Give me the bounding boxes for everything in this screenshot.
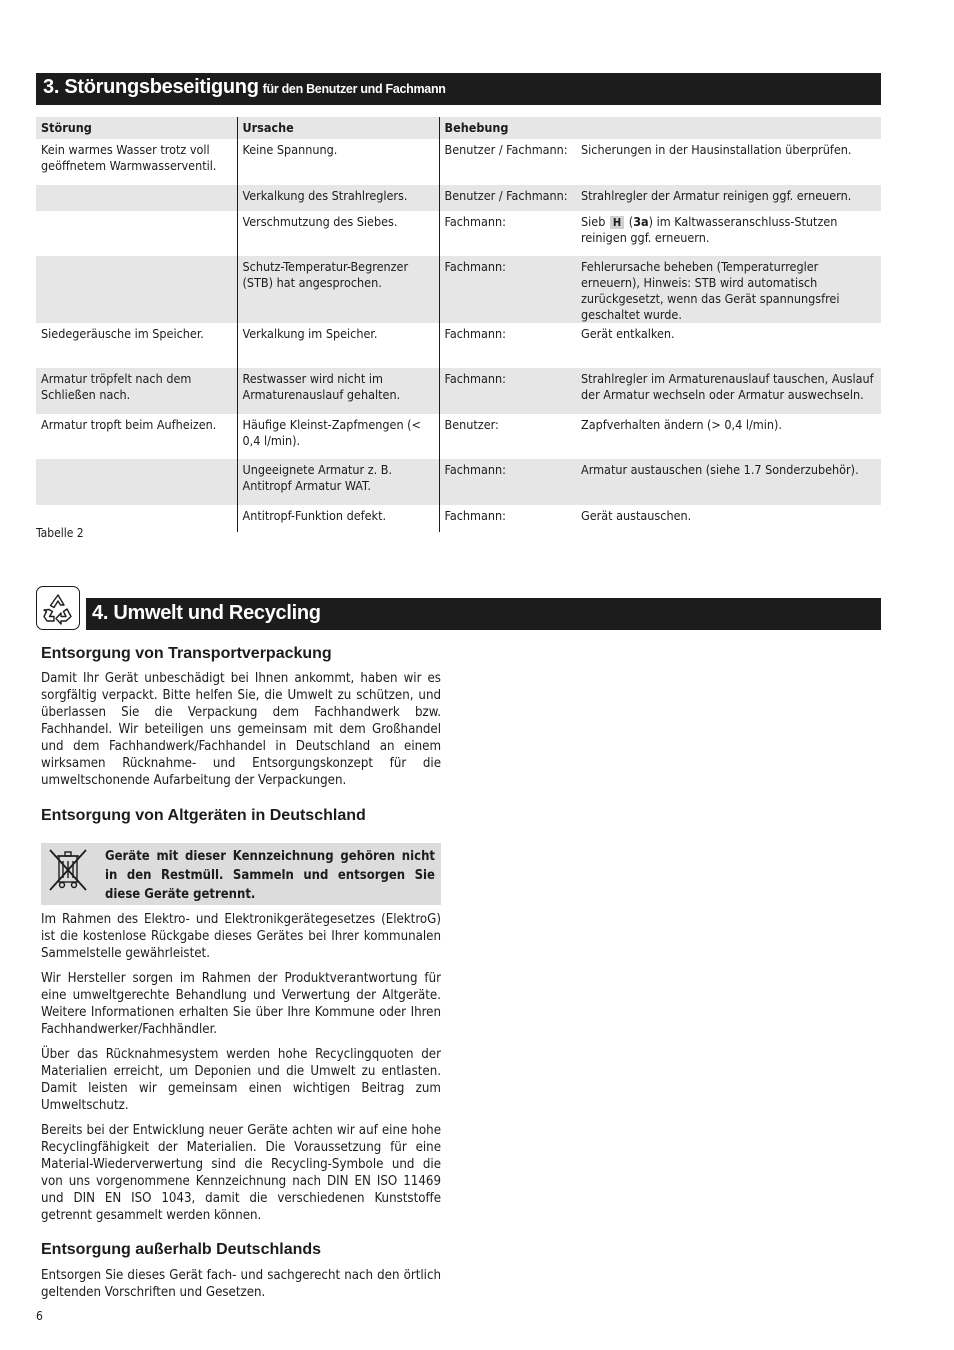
reference-box-h: H xyxy=(610,216,624,229)
cell-ursache: Keine Spannung. xyxy=(237,139,439,185)
cell-ursache: Verschmutzung des Siebes. xyxy=(237,211,439,256)
ausland-section xyxy=(41,1241,441,1301)
transport-section xyxy=(41,645,441,789)
table-row xyxy=(36,211,881,256)
cell-behebung: Sieb H (3a) im Kaltwasseranschluss-Stutzen reinigen ggf. erneuern. xyxy=(581,214,838,245)
cell-behebung: Strahlregler der Armatur reinigen ggf. erneuern. xyxy=(575,185,881,211)
altgeraete-heading-wrap xyxy=(41,807,441,825)
table-row xyxy=(36,256,881,323)
table-row xyxy=(36,139,881,185)
cell-stoerung: Armatur tröpfelt nach dem Schließen nach. xyxy=(36,368,237,414)
transport-heading: Entsorgung von Transportverpackung xyxy=(41,645,332,662)
crossed-bin-icon xyxy=(46,847,90,897)
altgeraete-paragraph: Im Rahmen des Elektro- und Elektronikgerätegesetzes (ElektroG) ist die kostenlose Rückgabe dieses Gerätes bei Ihrer kommunalen Sammelstelle gewährleistet. xyxy=(41,912,441,961)
cell-wer: Benutzer / Fachmann: xyxy=(439,139,575,185)
cell-wer: Benutzer: xyxy=(439,414,575,459)
cell-wer: Fachmann: xyxy=(439,211,575,256)
cell-ursache: Antitropf-Funktion defekt. xyxy=(237,505,439,532)
altgeraete-paragraph: Über das Rücknahmesystem werden hohe Recyclingquoten der Materialien erreicht, um Deponien und die Umwelt zu entlasten. Damit leisten wir gemeinsam einen wichtigen Beitrag zum Umweltschutz. xyxy=(41,1047,441,1113)
transport-text: Damit Ihr Gerät unbeschädigt bei Ihnen ankommt, haben wir es sorgfältig verpackt. Bitte helfen Sie, die Umwelt zu schützen, und überlassen Sie die Verpackung dem Fachhandwerk bzw. Fachhandel. Wir beteiligen uns gemeinsam mit dem Großhandel und dem Fachhandwerk/Fachhandel in Deutschland an einem wirksamen Rücknahme- und Entsorgungskonzept für die umweltschonende Aufarbeitung der Verpackungen. xyxy=(41,671,441,788)
fault-table xyxy=(36,117,881,532)
header-ursache: Ursache xyxy=(237,117,439,139)
cell-stoerung: Siedegeräusche im Speicher. xyxy=(41,326,204,341)
cell-behebung: Strahlregler im Armaturenauslauf tauschen, Auslauf der Armatur wechseln oder Armatur auswechseln. xyxy=(575,368,881,414)
cell-ursache: Verkalkung des Strahlreglers. xyxy=(237,185,439,211)
cell-wer: Fachmann: xyxy=(439,459,575,505)
reference-number: 3a xyxy=(633,214,649,229)
weee-notice xyxy=(41,843,441,905)
section-4-title: 4. Umwelt und Recycling xyxy=(92,602,321,624)
cell-behebung: Armatur austauschen (siehe 1.7 Sonderzubehör). xyxy=(575,459,881,505)
cell-ursache: Schutz-Temperatur-Begrenzer (STB) hat angesprochen. xyxy=(237,256,439,323)
recycling-icon xyxy=(36,586,80,630)
cell-stoerung: Armatur tropft beim Aufheizen. xyxy=(41,417,217,432)
cell-stoerung xyxy=(36,256,237,323)
cell-wer: Fachmann: xyxy=(439,505,575,532)
section-3-subtitle: für den Benutzer und Fachmann xyxy=(262,82,446,96)
cell-behebung: Sicherungen in der Hausinstallation überprüfen. xyxy=(581,142,852,157)
weee-notice-text: Geräte mit dieser Kennzeichnung gehören nicht in den Restmüll. Sammeln und entsorgen Sie diese Geräte getrennt. xyxy=(105,849,435,902)
cell-ursache: Verkalkung im Speicher. xyxy=(237,323,439,368)
table-header-row xyxy=(36,117,881,139)
cell-stoerung: Kein warmes Wasser trotz voll geöffnetem Warmwasserventil. xyxy=(41,142,217,173)
cell-wer: Benutzer / Fachmann: xyxy=(439,185,575,211)
altgeraete-paragraph: Wir Hersteller sorgen im Rahmen der Produktverantwortung für eine umweltgerechte Behandlung und Verwertung der Altgeräte. Weitere Informationen erhalten Sie über Ihre Kommune oder Ihren Fachhandwerker/Fachhändler. xyxy=(41,971,441,1037)
page-number: 6 xyxy=(36,1309,43,1323)
cell-ursache: Häufige Kleinst-Zapfmengen (< 0,4 l/min). xyxy=(237,414,439,459)
table-row xyxy=(36,368,881,414)
header-behebung: Behebung xyxy=(439,117,881,139)
cell-ursache: Ungeeignete Armatur z. B. Antitropf Armatur WAT. xyxy=(237,459,439,505)
table-row xyxy=(36,414,881,459)
cell-wer: Fachmann: xyxy=(439,368,575,414)
cell-behebung: Zapfverhalten ändern (> 0,4 l/min). xyxy=(581,417,782,432)
table-row xyxy=(36,185,881,211)
cell-stoerung xyxy=(36,185,237,211)
table-row xyxy=(36,505,881,532)
cell-wer: Fachmann: xyxy=(439,256,575,323)
header-stoerung: Störung xyxy=(36,117,237,139)
cell-behebung: Gerät austauschen. xyxy=(581,508,692,523)
cell-wer: Fachmann: xyxy=(439,323,575,368)
cell-stoerung xyxy=(36,459,237,505)
ausland-heading: Entsorgung außerhalb Deutschlands xyxy=(41,1241,322,1258)
ausland-text: Entsorgen Sie dieses Gerät fach- und sachgerecht nach den örtlich geltenden Vorschriften und Gesetzen. xyxy=(41,1268,441,1300)
section-3-title: 3. Störungsbeseitigung für den Benutzer und Fachmann xyxy=(43,76,446,98)
section-3-header xyxy=(36,73,881,105)
cell-behebung: Gerät entkalken. xyxy=(581,326,675,341)
table-row xyxy=(36,323,881,368)
table-caption: Tabelle 2 xyxy=(36,526,84,540)
altgeraete-paragraph: Bereits bei der Entwicklung neuer Geräte achten wir auf eine hohe Recyclingfähigkeit der Materialien. Die Voraussetzung für eine Material-Wiederverwertung sind die Recycling-Symbole und die von uns vorgenommene Kennzeichnung nach DIN EN ISO 11469 und DIN EN ISO 1043, damit die verschiedenen Kunststoffe getrennt gesammelt werden können. xyxy=(41,1123,441,1223)
cell-ursache: Restwasser wird nicht im Armaturenauslauf gehalten. xyxy=(237,368,439,414)
cell-behebung: Fehlerursache beheben (Temperaturregler erneuern), Hinweis: STB wird automatisch zurückgesetzt, wenn das Gerät spannungsfrei geschaltet wurde. xyxy=(575,256,881,323)
cell-stoerung xyxy=(36,211,237,256)
table-row xyxy=(36,459,881,505)
section-4-header xyxy=(86,598,881,630)
altgeraete-body xyxy=(41,911,441,1224)
altgeraete-heading: Entsorgung von Altgeräten in Deutschland xyxy=(41,807,366,824)
